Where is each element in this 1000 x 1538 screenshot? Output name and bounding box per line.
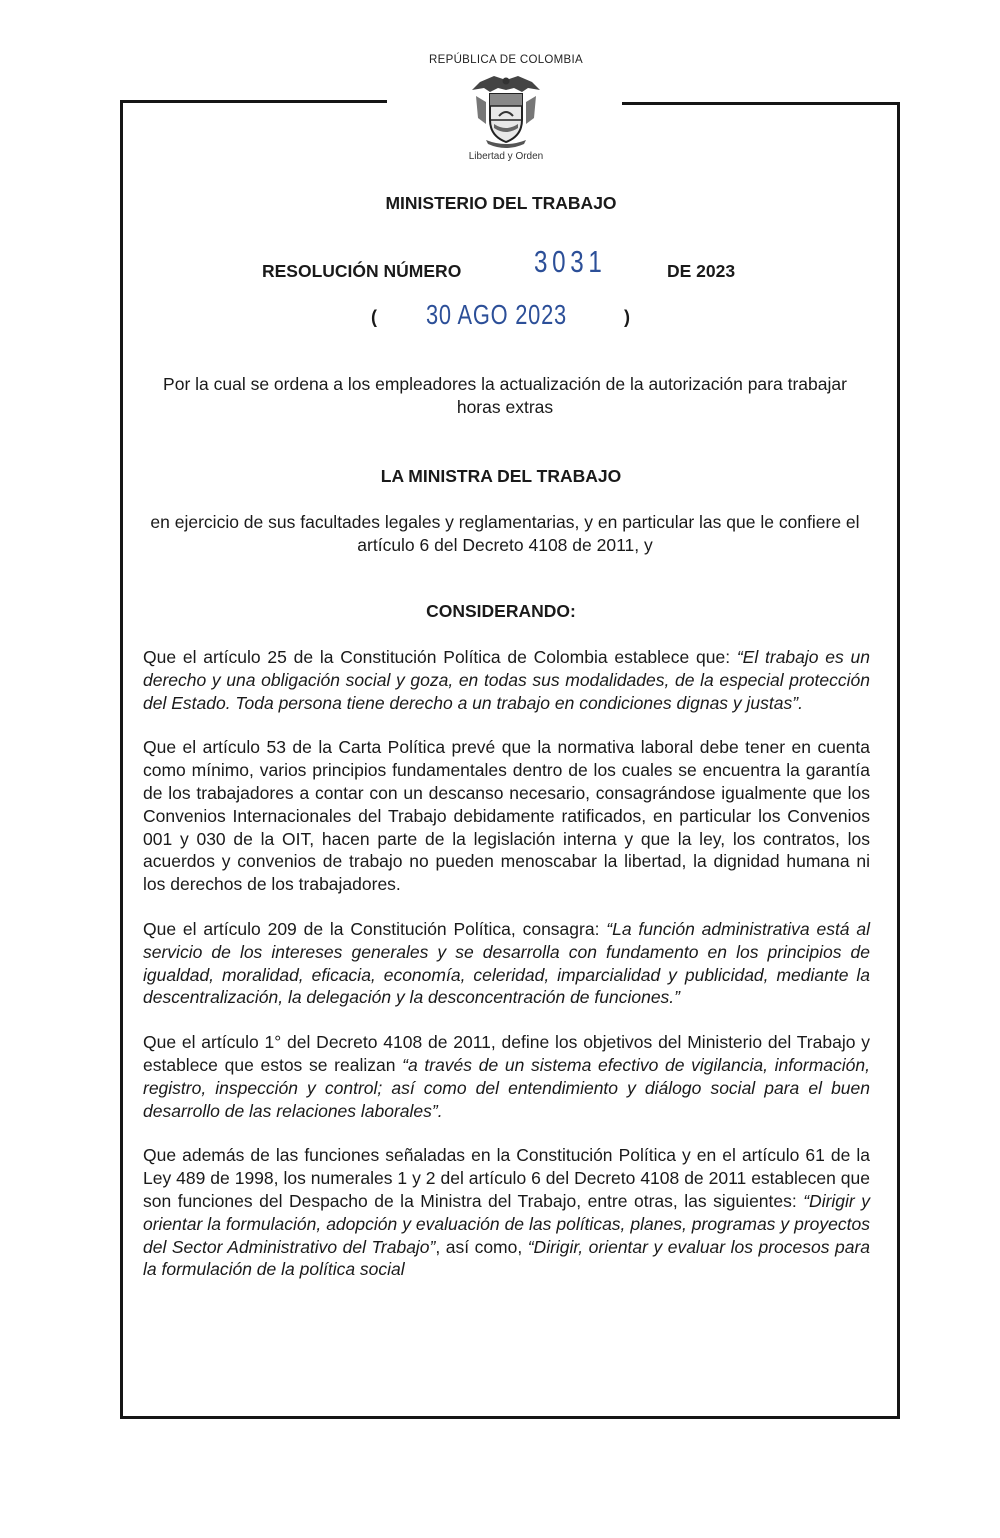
- considering-heading: CONSIDERANDO:: [426, 601, 576, 621]
- ministry-title: MINISTERIO DEL TRABAJO: [385, 193, 617, 213]
- paragraph-text: Que el artículo 25 de la Constitución Política de Colombia establece que:: [143, 647, 737, 667]
- resolution-label: RESOLUCIÓN NÚMERO: [262, 261, 462, 281]
- paragraph-text: Que además de las funciones señaladas en la Constitución Política y en el artículo 61 de la Ley 489 de 1998, los numerales 1 y 2 del artículo 6 del Decreto 4108 de 2011 establecen que son funciones del Despacho de la Ministra del Trabajo, entre otras, las siguientes:: [143, 1145, 870, 1211]
- paragraph-quote: “a través de un sistema efectivo de vigilancia, información, registro, inspección y control; así como del entendimiento y diálogo social para el buen desarrollo de las relaciones laborales”.: [143, 1054, 870, 1121]
- coat-of-arms-icon: [466, 72, 546, 152]
- resolution-subject: Por la cual se ordena a los empleadores la actualización de la autorización para trabajar horas extras: [163, 374, 847, 417]
- resolution-date-stamp: 30 AGO 2023: [426, 299, 567, 330]
- paragraph-art-209: [143, 918, 870, 1009]
- paragraph-decreto-art-6: [143, 1144, 870, 1281]
- paragraph-art-25: [143, 646, 870, 714]
- paragraph-text: Que el artículo 53 de la Carta Política prevé que la normativa laboral debe tener en cuenta como mínimo, varios principios fundamentales dentro de los cuales se encuentra la garantía de los trabajadores a contar con un descanso necesario, consagrándose igualmente que los Convenios Internacionales del Trabajo debidamente ratificados, en particular los Convenios 001 y 030 de la OIT, hacen parte de la legislación interna y que la ley, los contratos, los acuerdos y convenios de trabajo no pueden menoscabar la libertad, la dignidad humana ni los derechos de los trabajadores.: [143, 737, 870, 895]
- considering-body: [143, 646, 870, 1303]
- paragraph-quote: “El trabajo es un derecho y una obligación social y goza, en todas sus modalidades, de la especial protección del Estado. Toda persona tiene derecho a un trabajo en condiciones dignas y justas”.: [143, 647, 870, 713]
- paragraph-text: , así como,: [435, 1236, 528, 1257]
- date-paren-open: (: [371, 307, 377, 327]
- paragraph-quote: “Dirigir, orientar y evaluar los procesos para la formulación de la política social: [143, 1236, 871, 1280]
- motto: Libertad y Orden: [468, 151, 544, 162]
- paragraph-decreto-art-1: [143, 1031, 870, 1122]
- date-paren-close: ): [624, 307, 630, 327]
- republic-heading: REPÚBLICA DE COLOMBIA: [429, 54, 583, 66]
- resolution-number-stamp: 3031: [534, 244, 607, 279]
- paragraph-text: Que el artículo 209 de la Constitución Política, consagra:: [143, 918, 607, 939]
- paragraph-text: Que el artículo 1° del Decreto 4108 de 2011, define los objetivos del Ministerio del Trabajo y establece que estos se realizan: [143, 1032, 870, 1075]
- authority-title: LA MINISTRA DEL TRABAJO: [380, 466, 622, 486]
- resolution-year: DE 2023: [667, 261, 736, 281]
- paragraph-art-53: [143, 736, 870, 896]
- paragraph-quote: “La función administrativa está al servicio de los intereses generales y se desarrolla con fundamento en los principios de igualdad, moralidad, eficacia, economía, celeridad, imparcialidad y publicidad, mediante la descentralización, la delegación y la desconcentración de funciones.”: [143, 918, 870, 1008]
- authority-powers: en ejercicio de sus facultades legales y reglamentarias, y en particular las que le confiere el artículo 6 del Decreto 4108 de 2011, y: [150, 512, 860, 555]
- paragraph-quote: “Dirigir y orientar la formulación, adopción y evaluación de las políticas, planes, programas y proyectos del Sector Administrativo del Trabajo”: [143, 1190, 870, 1257]
